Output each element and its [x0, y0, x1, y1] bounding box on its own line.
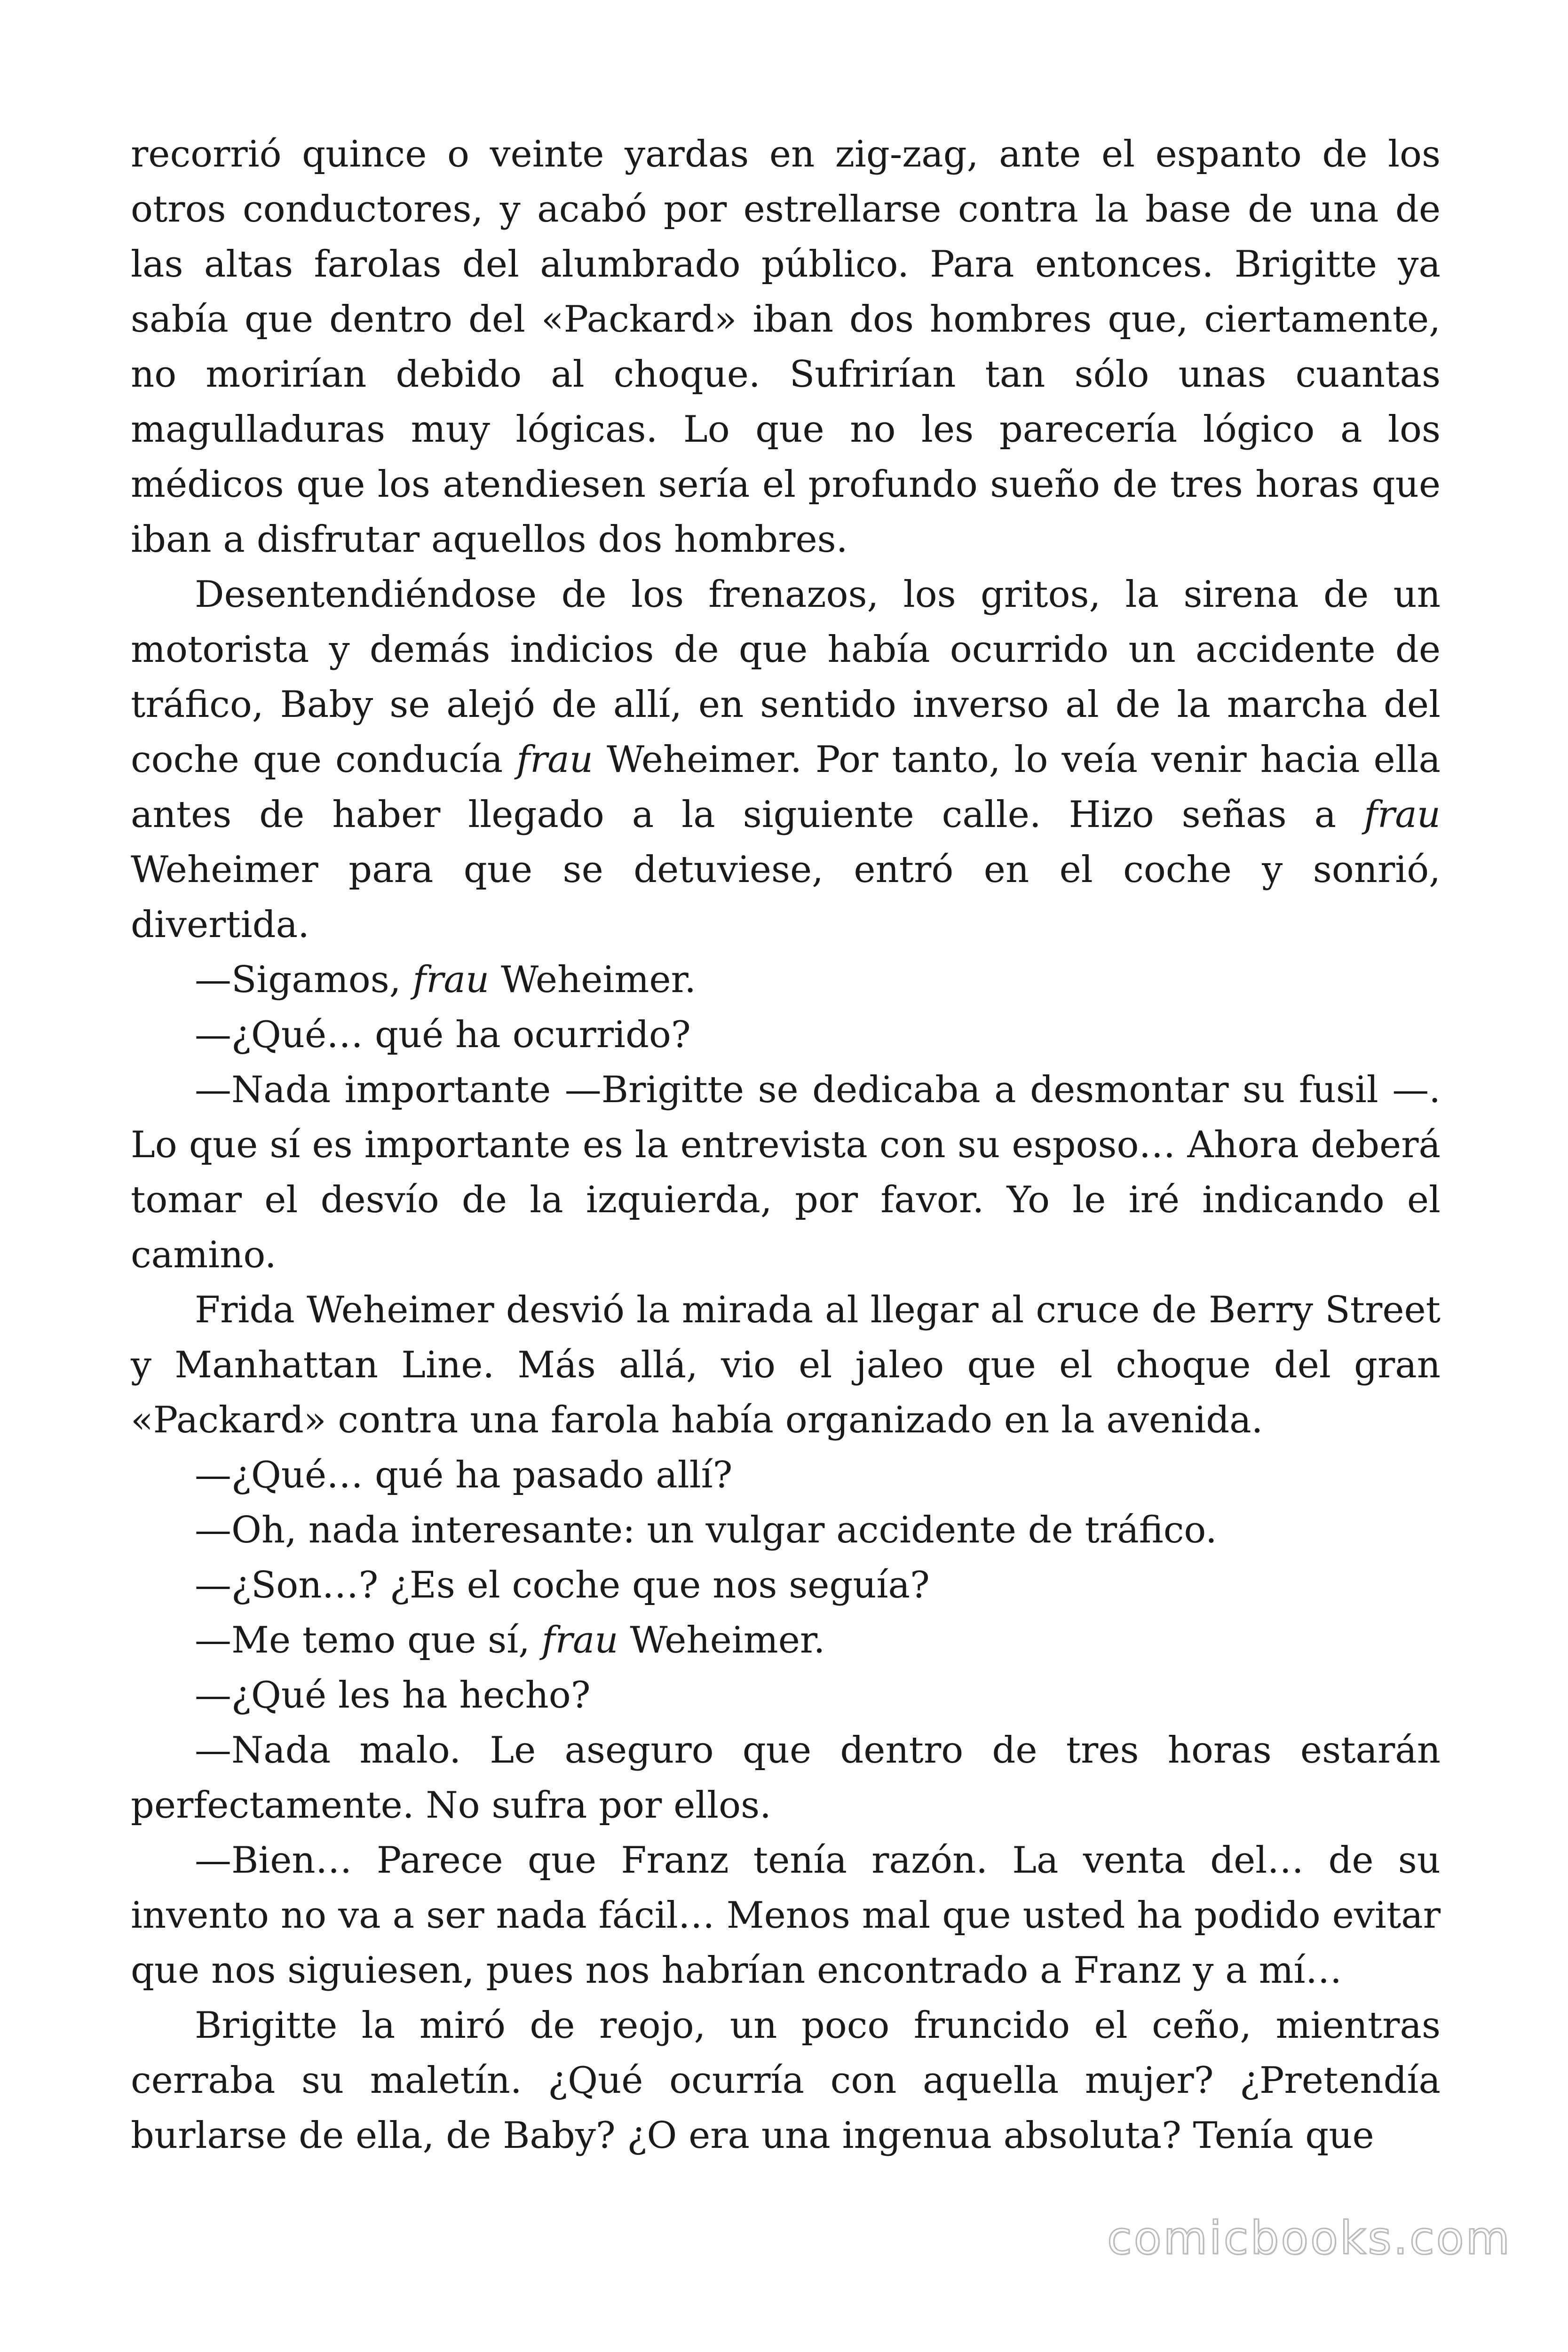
- italic-word: frau: [1364, 794, 1441, 836]
- paragraph: recorrió quince o veinte yardas en zig-zag, ante el espanto de los otros conductores, y acabó por estrellarse contra la base de una de las altas farolas del alumbrado público. Para entonces. Brigitte ya sabía que dentro del «Packard» iban dos hombres que, ciertamente, no morirían debido al choque. Sufrirían tan sólo unas cuantas magulladuras muy lógicas. Lo que no les parecería lógico a los médicos que los atendiesen sería el profundo sueño de tres horas que iban a disfrutar aquellos dos hombres.: [131, 133, 1441, 561]
- dialogue-line: —Sigamos, frau Weheimer.: [195, 959, 697, 1001]
- dialogue-line: —¿Qué… qué ha ocurrido?: [195, 1014, 691, 1056]
- watermark: comicbooks.com: [1107, 2212, 1512, 2265]
- paragraph: Brigitte la miró de reojo, un poco fruncido el ceño, mientras cerraba su maletín. ¿Qué ocurría con aquella mujer? ¿Pretendía burlarse de ella, de Baby? ¿O era una ingenua absoluta? Tenía que: [131, 2004, 1441, 2157]
- dialogue-line: —¿Qué les ha hecho?: [195, 1674, 591, 1716]
- italic-word: frau: [516, 739, 593, 781]
- dialogue-line: —Me temo que sí, frau Weheimer.: [195, 1619, 825, 1661]
- paragraph: Frida Weheimer desvió la mirada al llegar al cruce de Berry Street y Manhattan Line. Más allá, vio el jaleo que el choque del gran «Packard» contra una farola había organizado en la avenida.: [131, 1289, 1441, 1441]
- dialogue-line: —Nada malo. Le aseguro que dentro de tres horas estarán perfectamente. No sufra por ellos.: [131, 1729, 1441, 1827]
- dialogue-line: —¿Son…? ¿Es el coche que nos seguía?: [195, 1564, 930, 1606]
- dialogue-line: —¿Qué… qué ha pasado allí?: [195, 1454, 733, 1496]
- dialogue-line: —Bien… Parece que Franz tenía razón. La venta del… de su invento no va a ser nada fácil… Menos mal que usted ha podido evitar que nos siguiesen, pues nos habrían encontrado a Franz y a mí…: [131, 1839, 1441, 1992]
- italic-word: frau: [541, 1619, 618, 1661]
- paragraph: Desentendiéndose de los frenazos, los gritos, la sirena de un motorista y demás indicios de que había ocurrido un accidente de tráfico, Baby se alejó de allí, en sentido inverso al de la marcha del coche que conducía frau Weheimer. Por tanto, lo veía venir hacia ella antes de haber llegado a la siguiente calle. Hizo señas a frau Weheimer para que se detuviese, entró en el coche y sonrió, divertida.: [131, 573, 1441, 946]
- dialogue-line: —Nada importante —Brigitte se dedicaba a desmontar su fusil —. Lo que sí es importante es la entrevista con su esposo… Ahora deberá tomar el desvío de la izquierda, por favor. Yo le iré indicando el camino.: [131, 1069, 1441, 1276]
- dialogue-line: —Oh, nada interesante: un vulgar accidente de tráfico.: [195, 1509, 1217, 1551]
- italic-word: frau: [412, 959, 490, 1001]
- page-text: [131, 127, 1441, 2163]
